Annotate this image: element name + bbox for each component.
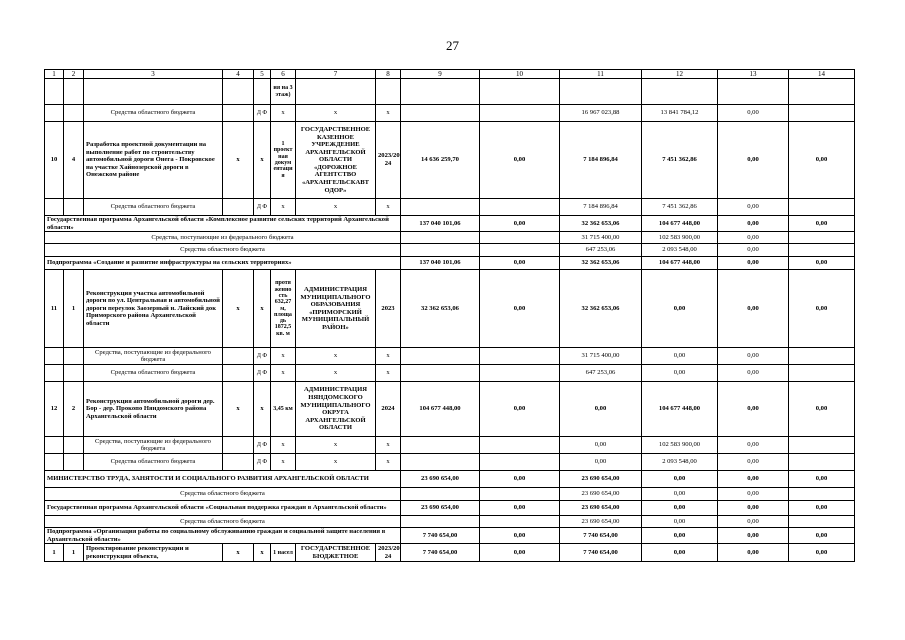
budget-table xyxy=(44,69,855,562)
amount-cell: 0,00 xyxy=(718,501,789,516)
row-number: 10 xyxy=(45,122,64,199)
column-number-header xyxy=(45,70,855,79)
amount-cell: 0,00 xyxy=(718,232,789,244)
header-cell: 7 xyxy=(296,70,376,79)
table-row xyxy=(45,79,855,105)
amount-cell: 0,00 xyxy=(642,516,718,528)
table-row xyxy=(45,528,855,544)
amount-cell: 7 184 896,84 xyxy=(560,199,642,216)
header-cell: 10 xyxy=(480,70,560,79)
amount-cell: 0,00 xyxy=(718,257,789,270)
x-marker: x xyxy=(271,454,296,471)
amount-cell: 7 451 362,86 xyxy=(642,199,718,216)
amount-cell: 104 677 448,00 xyxy=(642,382,718,437)
x-marker: x xyxy=(254,270,271,348)
amount-cell: 0,00 xyxy=(480,528,560,544)
x-marker: x xyxy=(376,199,401,216)
table-row xyxy=(45,199,855,216)
amount-cell: 2 093 548,00 xyxy=(642,454,718,471)
capacity-cell: ия на 3 этаж) xyxy=(271,79,296,105)
capacity-cell: 1 проект ная докум ентаци я xyxy=(271,122,296,199)
x-marker: x xyxy=(271,437,296,454)
row-number: 11 xyxy=(45,270,64,348)
table-row xyxy=(45,382,855,437)
amount-cell: 7 740 654,00 xyxy=(401,544,480,562)
capacity-cell: 3,45 км xyxy=(271,382,296,437)
table-row xyxy=(45,501,855,516)
x-marker: x xyxy=(223,122,254,199)
x-marker: x xyxy=(296,454,376,471)
amount-cell: 0,00 xyxy=(718,244,789,257)
amount-cell: 32 362 653,06 xyxy=(401,270,480,348)
amount-cell: 0,00 xyxy=(560,454,642,471)
row-subnumber: 2 xyxy=(64,382,84,437)
source-label: Средства, поступающие из федерального бюджета xyxy=(45,232,401,244)
header-cell: 12 xyxy=(642,70,718,79)
x-marker: x xyxy=(376,454,401,471)
table-row xyxy=(45,365,855,382)
x-marker: x xyxy=(223,544,254,562)
x-marker: x xyxy=(296,365,376,382)
amount-cell: 0,00 xyxy=(718,528,789,544)
header-cell: 5 xyxy=(254,70,271,79)
amount-cell: 0,00 xyxy=(642,501,718,516)
x-marker: x xyxy=(376,348,401,365)
header-cell: 6 xyxy=(271,70,296,79)
ministry-title: МИНИСТЕРСТВО ТРУДА, ЗАНЯТОСТИ И СОЦИАЛЬНОГО РАЗВИТИЯ АРХАНГЕЛЬСКОЙ ОБЛАСТИ xyxy=(45,471,401,488)
x-marker: x xyxy=(376,105,401,122)
header-cell: 2 xyxy=(64,70,84,79)
amount-cell: 32 362 653,06 xyxy=(560,257,642,270)
x-marker: x xyxy=(223,270,254,348)
amount-cell: 0,00 xyxy=(789,270,855,348)
amount-cell: 23 690 654,00 xyxy=(560,488,642,501)
df-marker: Д Ф xyxy=(254,437,271,454)
amount-cell: 7 740 654,00 xyxy=(560,528,642,544)
amount-cell: 0,00 xyxy=(560,382,642,437)
amount-cell: 102 583 900,00 xyxy=(642,437,718,454)
amount-cell: 7 184 896,84 xyxy=(560,122,642,199)
amount-cell: 7 740 654,00 xyxy=(401,528,480,544)
project-description: Разработка проектной документации на выполнение работ по строительству автомобильной дороги Онега - Покровское на участке Хайнозерской дороги в Онежском районе xyxy=(84,122,223,199)
years-cell: 2023/20 24 xyxy=(376,122,401,199)
amount-cell: 0,00 xyxy=(789,471,855,488)
source-label: Средства областного бюджета xyxy=(45,516,401,528)
x-marker: x xyxy=(254,544,271,562)
x-marker: x xyxy=(296,437,376,454)
df-marker: Д Ф xyxy=(254,365,271,382)
amount-cell: 2 093 548,00 xyxy=(642,244,718,257)
table-row xyxy=(45,244,855,257)
source-label: Средства областного бюджета xyxy=(84,199,223,216)
amount-cell: 0,00 xyxy=(480,122,560,199)
amount-cell: 0,00 xyxy=(718,270,789,348)
x-marker: x xyxy=(296,348,376,365)
x-marker: x xyxy=(271,105,296,122)
project-description: Проектирование реконструкции и реконструкция объекта, xyxy=(84,544,223,562)
header-cell: 1 xyxy=(45,70,64,79)
table-row xyxy=(45,471,855,488)
df-marker: Д Ф xyxy=(254,105,271,122)
amount-cell: 0,00 xyxy=(718,516,789,528)
x-marker: x xyxy=(271,199,296,216)
table-row xyxy=(45,105,855,122)
source-label: Средства областного бюджета xyxy=(84,105,223,122)
organization-cell: ГОСУДАРСТВЕННОЕ БЮДЖЕТНОЕ xyxy=(296,544,376,562)
page-number: 27 xyxy=(446,38,459,53)
amount-cell: 0,00 xyxy=(789,544,855,562)
amount-cell: 0,00 xyxy=(480,501,560,516)
row-number: 1 xyxy=(45,544,64,562)
amount-cell: 23 690 654,00 xyxy=(560,516,642,528)
amount-cell: 14 636 259,70 xyxy=(401,122,480,199)
amount-cell: 104 677 448,00 xyxy=(642,257,718,270)
amount-cell: 31 715 400,00 xyxy=(560,348,642,365)
organization-cell: АДМИНИСТРАЦИЯ МУНИЦИПАЛЬНОГО ОБРАЗОВАНИЯ «ПРИМОРСКИЙ МУНИЦИПАЛЬНЫЙ РАЙОН» xyxy=(296,270,376,348)
capacity-cell: 1 насел xyxy=(271,544,296,562)
amount-cell: 137 040 101,06 xyxy=(401,257,480,270)
amount-cell: 0,00 xyxy=(718,382,789,437)
amount-cell: 0,00 xyxy=(789,528,855,544)
organization-cell: ГОСУДАРСТВЕННОЕ КАЗЕННОЕ УЧРЕЖДЕНИЕ АРХАНГЕЛЬСКОЙ ОБЛАСТИ «ДОРОЖНОЕ АГЕНТСТВО «АРХАНГЕЛЬСКАВТ ОДОР» xyxy=(296,122,376,199)
source-label: Средства, поступающие из федерального бюджета xyxy=(84,348,223,365)
df-marker: Д Ф xyxy=(254,199,271,216)
table-row xyxy=(45,454,855,471)
x-marker: x xyxy=(223,382,254,437)
table-row xyxy=(45,270,855,348)
amount-cell: 23 690 654,00 xyxy=(401,501,480,516)
df-marker: Д Ф xyxy=(254,454,271,471)
amount-cell: 0,00 xyxy=(718,488,789,501)
amount-cell: 0,00 xyxy=(642,544,718,562)
amount-cell: 0,00 xyxy=(642,365,718,382)
source-label: Средства областного бюджета xyxy=(45,488,401,501)
amount-cell: 0,00 xyxy=(480,216,560,232)
header-cell: 4 xyxy=(223,70,254,79)
table-row xyxy=(45,516,855,528)
table-row xyxy=(45,216,855,232)
amount-cell: 31 715 400,00 xyxy=(560,232,642,244)
amount-cell: 0,00 xyxy=(718,365,789,382)
amount-cell: 0,00 xyxy=(480,544,560,562)
amount-cell: 0,00 xyxy=(642,488,718,501)
x-marker: x xyxy=(376,365,401,382)
amount-cell: 0,00 xyxy=(480,382,560,437)
amount-cell: 102 583 900,00 xyxy=(642,232,718,244)
x-marker: x xyxy=(254,122,271,199)
row-subnumber: 1 xyxy=(64,270,84,348)
amount-cell: 0,00 xyxy=(718,454,789,471)
amount-cell: 7 740 654,00 xyxy=(560,544,642,562)
amount-cell: 104 677 448,00 xyxy=(401,382,480,437)
amount-cell: 32 362 653,06 xyxy=(560,270,642,348)
amount-cell: 0,00 xyxy=(718,122,789,199)
header-cell: 14 xyxy=(789,70,855,79)
capacity-cell: протя женно сть 632,27 м, площа дь 1872,5 кв. м xyxy=(271,270,296,348)
amount-cell: 0,00 xyxy=(718,471,789,488)
amount-cell: 0,00 xyxy=(480,270,560,348)
source-label: Средства областного бюджета xyxy=(84,365,223,382)
amount-cell: 32 362 653,06 xyxy=(560,216,642,232)
x-marker: x xyxy=(271,348,296,365)
organization-cell: АДМИНИСТРАЦИЯ НЯНДОМСКОГО МУНИЦИПАЛЬНОГО ОКРУГА АРХАНГЕЛЬСКОЙ ОБЛАСТИ xyxy=(296,382,376,437)
table-row xyxy=(45,257,855,270)
table-row xyxy=(45,437,855,454)
program-title: Государственная программа Архангельской области «Комплексное развитие сельских территорий Архангельской области» xyxy=(45,216,401,232)
years-cell: 2024 xyxy=(376,382,401,437)
source-label: Средства областного бюджета xyxy=(84,454,223,471)
row-subnumber: 4 xyxy=(64,122,84,199)
table-row xyxy=(45,348,855,365)
amount-cell: 0,00 xyxy=(642,270,718,348)
amount-cell: 0,00 xyxy=(789,257,855,270)
subprogram-title: Подпрограмма «Организация работы по социальному обслуживанию граждан и социальной защите населения в Архангельской области» xyxy=(45,528,401,544)
amount-cell: 0,00 xyxy=(718,216,789,232)
amount-cell: 0,00 xyxy=(560,437,642,454)
x-marker: x xyxy=(254,382,271,437)
subprogram-title: Подпрограмма «Создание и развитие инфраструктуры на сельских территориях» xyxy=(45,257,401,270)
program-title: Государственная программа Архангельской области «Социальная поддержка граждан в Архангельской области» xyxy=(45,501,401,516)
amount-cell: 104 677 448,00 xyxy=(642,216,718,232)
amount-cell: 0,00 xyxy=(718,199,789,216)
project-description: Реконструкция автомобильной дороги дер. Бор - дер. Прокопо Няндомского района Архангельской области xyxy=(84,382,223,437)
amount-cell: 13 841 784,12 xyxy=(642,105,718,122)
df-marker: Д Ф xyxy=(254,348,271,365)
amount-cell: 16 967 023,88 xyxy=(560,105,642,122)
x-marker: x xyxy=(296,199,376,216)
table-row xyxy=(45,544,855,562)
amount-cell: 0,00 xyxy=(718,348,789,365)
amount-cell: 0,00 xyxy=(480,471,560,488)
amount-cell: 137 040 101,06 xyxy=(401,216,480,232)
amount-cell: 0,00 xyxy=(718,437,789,454)
years-cell: 2023 xyxy=(376,270,401,348)
project-description: Реконструкция участка автомобильной дороги по ул. Центральная и автомобильной дороги переулок Заозерный н. Лайский док Приморского района Архангельской области xyxy=(84,270,223,348)
table-row xyxy=(45,232,855,244)
amount-cell: 0,00 xyxy=(789,122,855,199)
amount-cell: 0,00 xyxy=(718,105,789,122)
header-cell: 8 xyxy=(376,70,401,79)
amount-cell: 23 690 654,00 xyxy=(401,471,480,488)
amount-cell: 7 451 362,86 xyxy=(642,122,718,199)
source-label: Средства областного бюджета xyxy=(45,244,401,257)
row-subnumber: 1 xyxy=(64,544,84,562)
amount-cell: 0,00 xyxy=(718,544,789,562)
row-number: 12 xyxy=(45,382,64,437)
amount-cell: 647 253,06 xyxy=(560,365,642,382)
x-marker: x xyxy=(271,365,296,382)
header-cell: 3 xyxy=(84,70,223,79)
amount-cell: 23 690 654,00 xyxy=(560,471,642,488)
header-cell: 9 xyxy=(401,70,480,79)
table-row xyxy=(45,122,855,199)
amount-cell: 0,00 xyxy=(789,382,855,437)
amount-cell: 0,00 xyxy=(642,471,718,488)
amount-cell: 0,00 xyxy=(480,257,560,270)
header-cell: 11 xyxy=(560,70,642,79)
x-marker: x xyxy=(296,105,376,122)
amount-cell: 0,00 xyxy=(642,528,718,544)
table-row xyxy=(45,488,855,501)
amount-cell: 0,00 xyxy=(789,216,855,232)
x-marker: x xyxy=(376,437,401,454)
header-cell: 13 xyxy=(718,70,789,79)
amount-cell: 0,00 xyxy=(789,501,855,516)
years-cell: 2023/20 24 xyxy=(376,544,401,562)
amount-cell: 647 253,06 xyxy=(560,244,642,257)
amount-cell: 23 690 654,00 xyxy=(560,501,642,516)
source-label: Средства, поступающие из федерального бюджета xyxy=(84,437,223,454)
amount-cell: 0,00 xyxy=(642,348,718,365)
